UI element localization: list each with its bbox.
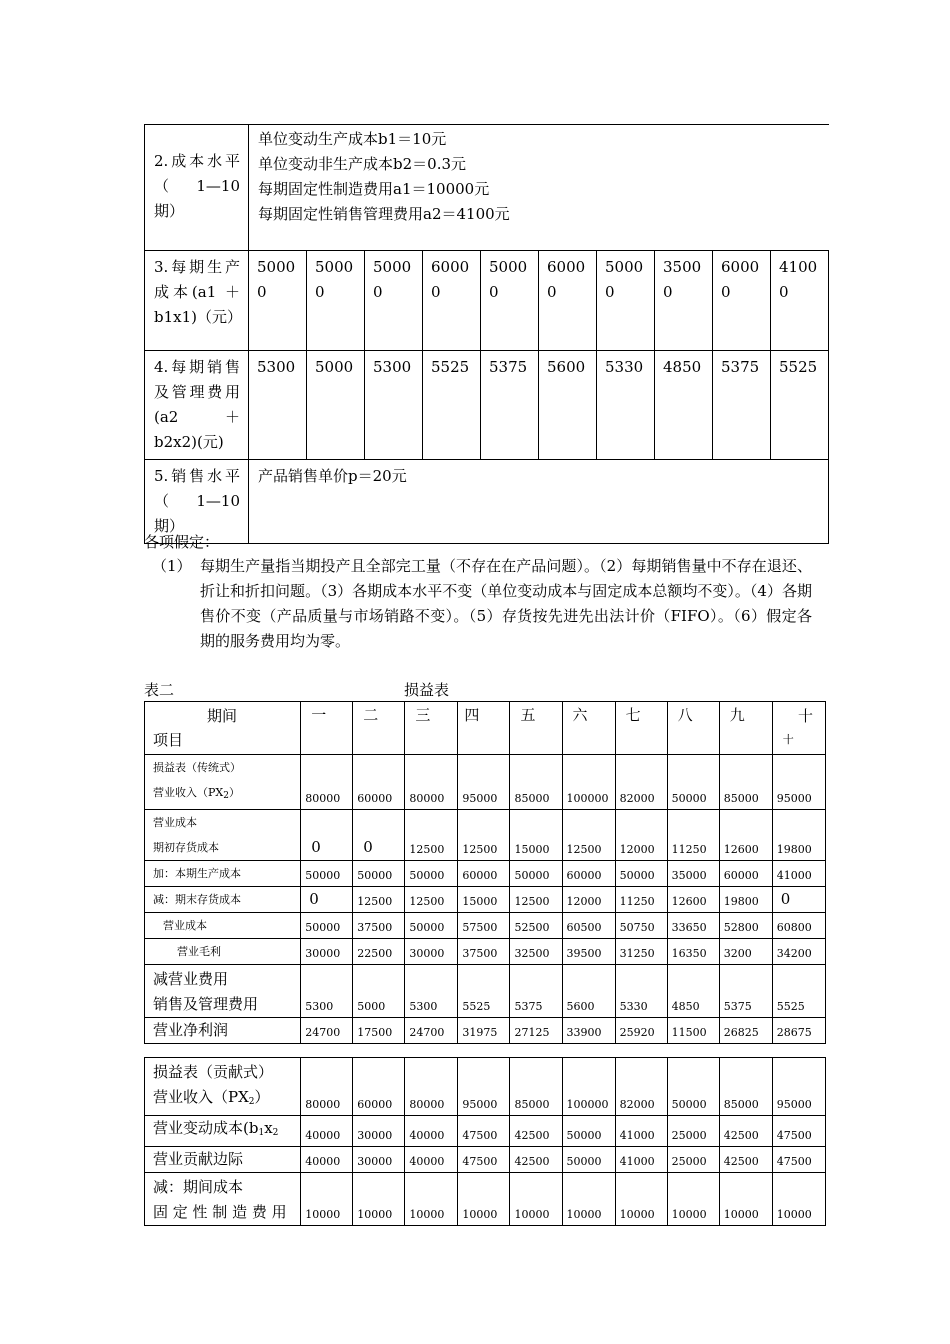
statement-title: 损益表（贡献式）	[153, 1063, 274, 1081]
table-caption: 表二	[144, 681, 175, 699]
value-cell: 35000	[655, 251, 713, 351]
value-cell: 10000	[458, 1173, 510, 1226]
row-net-profit	[145, 1018, 826, 1044]
value-cell: 52800	[719, 913, 772, 939]
production-cost-label: 3.每期生产成本(a1 ＋ b1x1)（元）	[145, 251, 249, 351]
value-cell: 27125	[510, 1018, 562, 1044]
revenue-text-end: ）	[228, 786, 240, 799]
period-ten-sub: 十	[782, 733, 794, 746]
header-row	[145, 702, 826, 755]
value-cell: 85000	[719, 1058, 772, 1116]
row-sales-level	[145, 460, 829, 544]
row-opening-inventory	[145, 810, 826, 861]
gross-profit-label: 营业毛利	[145, 939, 301, 965]
value-cell: 50000	[615, 861, 667, 887]
value-cell: 47500	[458, 1147, 510, 1173]
value-cell: 5525	[423, 351, 481, 460]
value-cell: 5300	[301, 965, 353, 1018]
value-cell: 37500	[353, 913, 405, 939]
cost-level-label: 2.成本水平（ 1—10期）	[145, 125, 249, 251]
value-cell: 25000	[667, 1147, 719, 1173]
variable-sub-1: 1	[258, 1128, 265, 1138]
value-cell: 41000	[615, 1116, 667, 1147]
row-revenue	[145, 1058, 826, 1116]
value-cell: 12500	[458, 810, 510, 861]
assumption-number: （1）	[152, 557, 192, 575]
value-cell: 80000	[301, 1058, 353, 1116]
value-cell: 30000	[353, 1147, 405, 1173]
value-cell: 40000	[405, 1147, 458, 1173]
value-cell: 15000	[458, 887, 510, 913]
value-cell: 5525	[772, 965, 825, 1018]
value-cell: 42500	[510, 1116, 562, 1147]
period-header: 五	[510, 702, 562, 755]
value-cell: 10000	[405, 1173, 458, 1226]
opening-inventory-text: 期初存货成本	[153, 841, 219, 854]
opening-inventory-label	[145, 810, 301, 861]
value-cell: 60000	[353, 755, 405, 810]
value-cell: 5300	[405, 965, 458, 1018]
value-cell: 16350	[667, 939, 719, 965]
value-cell: 33900	[562, 1018, 615, 1044]
row-production	[145, 861, 826, 887]
period-header: 九	[719, 702, 772, 755]
value-cell: 5330	[615, 965, 667, 1018]
row-variable-cost	[145, 1116, 826, 1147]
value-cell: 50000	[405, 861, 458, 887]
value-cell: 42500	[719, 1116, 772, 1147]
value-cell: 85000	[510, 1058, 562, 1116]
value-cell: 12600	[719, 810, 772, 861]
value-cell: 35000	[667, 861, 719, 887]
value-cell: 26825	[719, 1018, 772, 1044]
value-cell: 60000	[423, 251, 481, 351]
value-cell: 25000	[667, 1116, 719, 1147]
value-cell: 0	[772, 887, 825, 913]
value-cell: 80000	[301, 755, 353, 810]
value-cell: 10000	[510, 1173, 562, 1226]
value-cell: 57500	[458, 913, 510, 939]
value-cell: 100000	[562, 755, 615, 810]
value-cell: 50000	[353, 861, 405, 887]
b1-line: 单位变动生产成本b1＝10元	[258, 130, 447, 148]
revenue-sub: 2	[223, 791, 229, 801]
b2-line: 单位变动非生产成本b2＝0.3元	[258, 155, 467, 173]
value-cell: 41000	[772, 861, 825, 887]
value-cell: 60000	[353, 1058, 405, 1116]
value-cell: 95000	[772, 1058, 825, 1116]
value-cell: 5330	[597, 351, 655, 460]
value-cell: 50000	[481, 251, 539, 351]
value-cell: 17500	[353, 1018, 405, 1044]
value-cell: 80000	[405, 755, 458, 810]
value-cell: 39500	[562, 939, 615, 965]
period-header: 七	[615, 702, 667, 755]
assumptions-title: 各项假定：	[144, 533, 220, 551]
revenue-text-main: 营业收入（PX	[153, 1088, 249, 1106]
value-cell: 10000	[301, 1173, 353, 1226]
value-cell: 50000	[510, 861, 562, 887]
value-cell: 50000	[667, 755, 719, 810]
table-title: 损益表	[404, 681, 450, 699]
value-cell: 42500	[719, 1147, 772, 1173]
period-header: 二	[353, 702, 405, 755]
header-period: 期间	[207, 707, 238, 725]
selling-expense-label: 4.每期销售及管理费用(a2 ＋ b2x2)(元)	[145, 351, 249, 460]
value-cell: 100000	[562, 1058, 615, 1116]
operating-expense-heading: 减营业费用	[153, 970, 229, 988]
production-label: 加：本期生产成本	[145, 861, 301, 887]
value-cell: 10000	[353, 1173, 405, 1226]
period-cost-heading: 减：期间成本	[153, 1178, 244, 1196]
value-cell: 10000	[719, 1173, 772, 1226]
value-cell: 11250	[615, 887, 667, 913]
contribution-margin-label: 营业贡献边际	[145, 1147, 301, 1173]
period-header	[772, 702, 825, 755]
revenue-label	[145, 755, 301, 810]
value-cell: 12500	[562, 810, 615, 861]
value-cell: 5000	[353, 965, 405, 1018]
value-cell: 50000	[562, 1147, 615, 1173]
value-cell: 5525	[458, 965, 510, 1018]
value-cell: 30000	[353, 1116, 405, 1147]
row-selling-admin	[145, 965, 826, 1018]
value-cell: 12500	[353, 887, 405, 913]
value-cell: 11500	[667, 1018, 719, 1044]
value-cell: 41000	[771, 251, 829, 351]
value-cell: 85000	[510, 755, 562, 810]
row-production-cost	[145, 251, 829, 351]
row-gross-profit	[145, 939, 826, 965]
revenue-text-main: 营业收入（PX	[153, 786, 224, 799]
value-cell: 24700	[405, 1018, 458, 1044]
value-cell: 12500	[510, 887, 562, 913]
value-cell: 60000	[719, 861, 772, 887]
value-cell: 52500	[510, 913, 562, 939]
selling-admin-label	[145, 965, 301, 1018]
revenue-sub: 2	[248, 1097, 255, 1107]
value-cell: 82000	[615, 755, 667, 810]
value-cell: 40000	[405, 1116, 458, 1147]
value-cell: 50000	[301, 861, 353, 887]
revenue-text	[153, 1085, 294, 1115]
income-statement-contribution	[144, 1057, 826, 1226]
value-cell: 60500	[562, 913, 615, 939]
value-cell: 4850	[655, 351, 713, 460]
value-cell: 12000	[615, 810, 667, 861]
operating-cost-label: 营业成本	[145, 913, 301, 939]
value-cell: 31975	[458, 1018, 510, 1044]
row-closing-inventory	[145, 887, 826, 913]
value-cell: 85000	[719, 755, 772, 810]
variable-cost-label	[145, 1116, 301, 1147]
value-cell: 5375	[719, 965, 772, 1018]
value-cell: 30000	[405, 939, 458, 965]
variable-x: x	[264, 1119, 273, 1137]
value-cell: 34200	[772, 939, 825, 965]
selling-admin-text: 销售及管理费用	[153, 995, 259, 1013]
value-cell: 47500	[458, 1116, 510, 1147]
header-corner	[145, 702, 301, 755]
value-cell: 37500	[458, 939, 510, 965]
value-cell: 47500	[772, 1116, 825, 1147]
period-ten: 十	[797, 707, 813, 725]
value-cell: 50000	[562, 1116, 615, 1147]
value-cell: 11250	[667, 810, 719, 861]
value-cell: 5600	[539, 351, 597, 460]
value-cell: 12600	[667, 887, 719, 913]
row-operating-cost	[145, 913, 826, 939]
value-cell: 3200	[719, 939, 772, 965]
value-cell: 50000	[307, 251, 365, 351]
value-cell: 22500	[353, 939, 405, 965]
value-cell: 4850	[667, 965, 719, 1018]
value-cell: 31250	[615, 939, 667, 965]
period-header: 三	[405, 702, 458, 755]
fixed-overhead-label	[145, 1173, 301, 1226]
value-cell: 47500	[772, 1147, 825, 1173]
revenue-text-end: ）	[254, 1088, 270, 1106]
variable-cost-text: 营业变动成本(b	[153, 1119, 259, 1137]
value-cell: 40000	[301, 1147, 353, 1173]
revenue-text	[153, 780, 294, 809]
value-cell: 12000	[562, 887, 615, 913]
value-cell: 10000	[615, 1173, 667, 1226]
assumptions-paragraph	[152, 554, 812, 654]
value-cell: 5375	[510, 965, 562, 1018]
value-cell: 32500	[510, 939, 562, 965]
row-selling-expense	[145, 351, 829, 460]
value-cell: 40000	[301, 1116, 353, 1147]
period-header: 四	[458, 702, 510, 755]
sales-level-text: 产品销售单价p＝20元	[249, 460, 829, 544]
revenue-label	[145, 1058, 301, 1116]
value-cell: 82000	[615, 1058, 667, 1116]
value-cell: 60000	[713, 251, 771, 351]
value-cell: 10000	[667, 1173, 719, 1226]
fixed-overhead-text: 固 定 性 制 造 费 用	[153, 1203, 287, 1221]
value-cell: 19800	[719, 887, 772, 913]
operating-cost-heading: 营业成本	[153, 816, 197, 829]
value-cell: 5300	[365, 351, 423, 460]
value-cell: 60000	[458, 861, 510, 887]
value-cell: 30000	[301, 939, 353, 965]
value-cell: 12500	[405, 810, 458, 861]
value-cell: 5375	[713, 351, 771, 460]
value-cell: 50750	[615, 913, 667, 939]
a1-line: 每期固定性制造费用a1＝10000元	[258, 180, 490, 198]
sales-level-label: 5.销售水平（ 1—10期）	[145, 460, 249, 544]
row-fixed-overhead	[145, 1173, 826, 1226]
value-cell: 50000	[249, 251, 307, 351]
value-cell: 5600	[562, 965, 615, 1018]
value-cell: 10000	[562, 1173, 615, 1226]
variable-sub-2: 2	[272, 1128, 279, 1138]
a2-line: 每期固定性销售管理费用a2＝4100元	[258, 205, 510, 223]
value-cell: 5525	[771, 351, 829, 460]
value-cell: 50000	[597, 251, 655, 351]
value-cell: 12500	[405, 887, 458, 913]
header-item: 项目	[153, 731, 184, 749]
value-cell: 60800	[772, 913, 825, 939]
value-cell: 50000	[405, 913, 458, 939]
value-cell: 60000	[562, 861, 615, 887]
value-cell: 25920	[615, 1018, 667, 1044]
value-cell: 24700	[301, 1018, 353, 1044]
value-cell: 5375	[481, 351, 539, 460]
period-header: 一	[301, 702, 353, 755]
income-statement-traditional	[144, 701, 826, 1044]
value-cell: 42500	[510, 1147, 562, 1173]
statement-title: 损益表（传统式）	[153, 761, 241, 774]
period-header: 八	[667, 702, 719, 755]
value-cell: 95000	[458, 755, 510, 810]
value-cell: 41000	[615, 1147, 667, 1173]
row-contribution-margin	[145, 1147, 826, 1173]
row-cost-level	[145, 125, 829, 251]
value-cell: 50000	[667, 1058, 719, 1116]
value-cell: 95000	[772, 755, 825, 810]
value-cell: 50000	[301, 913, 353, 939]
value-cell: 0	[353, 810, 405, 861]
cost-level-table	[144, 124, 829, 544]
net-profit-label: 营业净利润	[145, 1018, 301, 1044]
value-cell: 5300	[249, 351, 307, 460]
value-cell: 50000	[365, 251, 423, 351]
value-cell: 19800	[772, 810, 825, 861]
value-cell: 33650	[667, 913, 719, 939]
value-cell: 15000	[510, 810, 562, 861]
row-revenue	[145, 755, 826, 810]
value-cell: 80000	[405, 1058, 458, 1116]
value-cell: 95000	[458, 1058, 510, 1116]
cost-level-values	[249, 125, 829, 251]
value-cell: 0	[301, 810, 353, 861]
value-cell: 0	[301, 887, 353, 913]
value-cell: 60000	[539, 251, 597, 351]
value-cell: 28675	[772, 1018, 825, 1044]
value-cell: 10000	[772, 1173, 825, 1226]
assumptions-text: 每期生产量指当期投产且全部完工量（不存在在产品问题）。（2）每期销售量中不存在退还、折让和折扣问题。（3）各期成本水平不变（单位变动成本与固定成本总额均不变）。（4）各期售价不变（产品质量与市场销路不变）。（5）存货按先进先出法计价（FIFO）。（6）假定各期的服务费用均为零。	[200, 557, 812, 650]
closing-inventory-label: 减：期末存货成本	[145, 887, 301, 913]
value-cell: 5000	[307, 351, 365, 460]
period-header: 六	[562, 702, 615, 755]
